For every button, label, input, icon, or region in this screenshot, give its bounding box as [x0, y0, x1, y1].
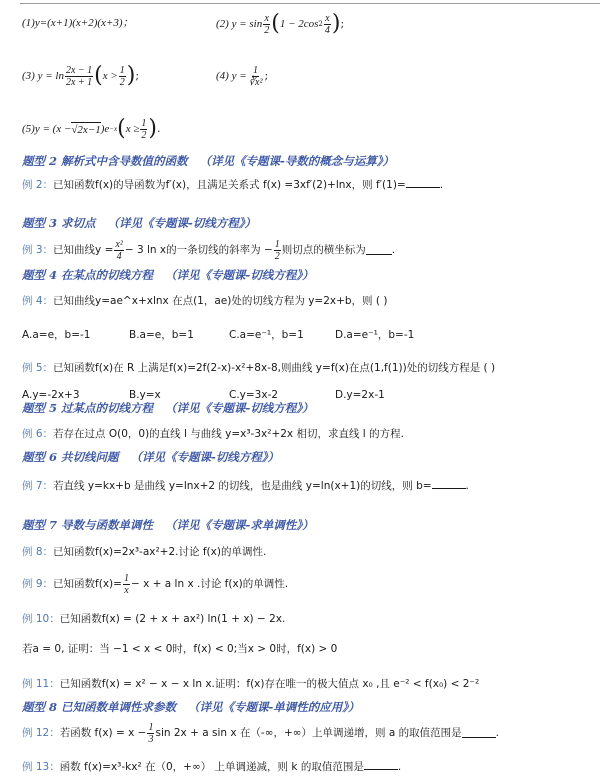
example-4: 例 4：已知曲线y=ae^x+xlnx 在点(1，ae)处的切线方程为 y=2x+b，则 ( ) [22, 295, 388, 307]
answer-blank [432, 479, 466, 489]
example-2: 例 2：已知函数f(x)的导函数为f′(x)，且满足关系式 f(x) =3xf′(2)+lnx，则 f′(1)= . [22, 179, 444, 191]
header-rule [20, 3, 600, 4]
section-heading-5: 题型 5 过某点的切线方程 （详见《专题课-切线方程》） [22, 401, 314, 415]
example-12: 例 12： 若函数 f(x) = x − $\frac{1}{3}$ sin 2x + a sin x 在（-∞，+∞）上单调递增，则 a 的取值范围是 . [22, 721, 499, 745]
fraction: $\frac{1}{2}$ [274, 238, 280, 262]
problem-3: (3) y = ln $\frac{2x - 1}{2x + 1}$ ( x > $\frac{1}{2}$ ) ; [22, 63, 140, 88]
example-8: 例 8：已知函数f(x)=2x³-ax²+2.讨论 f(x)的单调性. [22, 546, 267, 558]
problem-1: (1)y=(x+1)(x+2)(x+3)； [22, 17, 134, 29]
answer-blank [364, 760, 398, 770]
fraction: $\frac{1}{3}$ [148, 721, 154, 745]
answer-blank [366, 245, 392, 255]
section-heading-4: 题型 4 在某点的切线方程 （详见《专题课-切线方程》） [22, 268, 314, 282]
example-6: 例 6：若存在过点 O(0，0)的直线 l 与曲线 y=x³-3x²+2x 相切，求直线 l 的方程. [22, 428, 404, 440]
example-5-option-a: A.y=-2x+3 [22, 389, 80, 401]
example-3: 例 3： 已知曲线y = $\frac{\text{x²}}{4}$ − 3 ln x的一条切线的斜率为 − $\frac{1}{2}$ 则切点的横坐标为 . [22, 238, 396, 262]
answer-blank [406, 178, 440, 188]
fraction: $\frac{1}{\text{∛x²}}$ [248, 64, 263, 88]
fraction: $\frac{2x - 1}{2x + 1}$ [65, 64, 93, 88]
section-heading-7: 题型 7 导数与函数单调性 （详见《专题课-求单调性》） [22, 518, 314, 532]
example-4-option-d: D.a=e⁻¹，b=-1 [335, 329, 415, 341]
section-heading-2: 题型 2 解析式中含导数值的函数 （详见《专题课-导数的概念与运算》） [22, 154, 395, 168]
example-4-option-c: C.a=e⁻¹，b=1 [229, 329, 304, 341]
example-4-option-a: A.a=e，b=-1 [22, 329, 91, 341]
problem-4: (4) y = $\frac{1}{\text{∛x²}}$ ; [216, 64, 269, 88]
fraction: $\frac{x}{4}$ [324, 12, 330, 36]
example-5: 例 5：已知函数f(x)在 R 上满足f(x)=2f(2-x)-x²+8x-8,则曲线 y=f(x)在点(1,f(1))处的切线方程是 ( ) [22, 362, 496, 374]
example-10-part: 若a = 0, 证明：当 −1 < x < 0时，f(x) < 0;当x > 0时，f(x) > 0 [22, 643, 338, 655]
example-10: 例 10：已知函数f(x) = (2 + x + ax²) ln(1 + x) − 2x. [22, 613, 286, 625]
fraction: $\frac{1}{2}$ [141, 117, 147, 141]
example-7: 例 7：若直线 y=kx+b 是曲线 y=lnx+2 的切线，也是曲线 y=ln(x+1)的切线，则 b= . [22, 480, 469, 492]
example-5-option-d: D.y=2x-1 [335, 389, 385, 401]
section-heading-3: 题型 3 求切点 （详见《专题课-切线方程》） [22, 216, 257, 230]
section-heading-8: 题型 8 已知函数单调性求参数 （详见《专题课-单调性的应用》） [22, 700, 360, 714]
problem-5: (5)y = (x − √2x−1 )e −x ( x ≥ $\frac{1}{2}$ ) . [22, 116, 161, 141]
example-9: 例 9： 已知函数f(x)= $\frac{1}{x}$ − x + a ln x .讨论 f(x)的单调性. [22, 572, 289, 596]
section-heading-6: 题型 6 共切线问题 （详见《专题课-切线方程》） [22, 450, 280, 464]
example-5-option-c: C.y=3x-2 [229, 389, 279, 401]
example-11: 例 11：已知函数f(x) = x² − x − x ln x.证明：f(x)存在唯一的极大值点 x₀ ,且 e⁻² < f(x₀) < 2⁻² [22, 678, 480, 690]
example-4-option-b: B.a=e，b=1 [129, 329, 194, 341]
fraction: $\frac{\text{x²}}{4}$ [115, 238, 123, 262]
fraction: $\frac{1}{x}$ [123, 572, 129, 596]
fraction: $\frac{1}{2}$ [119, 64, 125, 88]
fraction: $\frac{x}{2}$ [264, 12, 270, 36]
example-13: 例 13：函数 f(x)=x³-kx² 在（0，+∞） 上单调递减，则 k 的取值范围是 . [22, 761, 402, 773]
problem-2: (2) y = sin $\frac{x}{2}$ ( 1 − 2cos 2 $\frac{x}{4}$ ) ; [216, 11, 345, 36]
answer-blank [462, 728, 496, 738]
example-5-option-b: B.y=x [129, 389, 161, 401]
